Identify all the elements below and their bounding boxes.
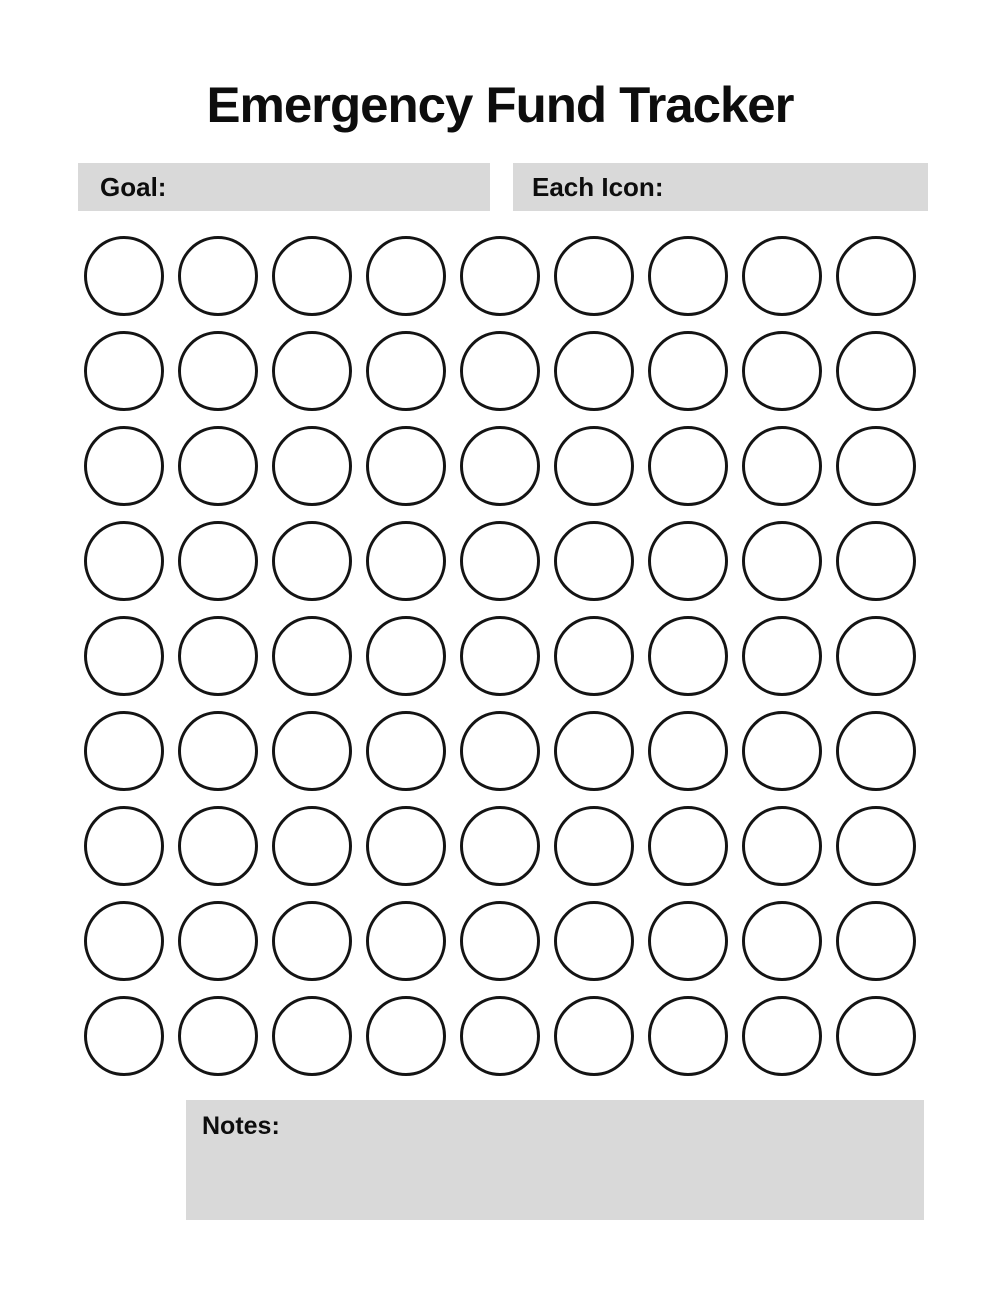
- tracker-circle[interactable]: [648, 616, 728, 696]
- tracker-circle-grid: [84, 236, 916, 1076]
- tracker-circle[interactable]: [272, 331, 352, 411]
- tracker-circle[interactable]: [460, 236, 540, 316]
- tracker-circle[interactable]: [272, 236, 352, 316]
- tracker-circle[interactable]: [178, 996, 258, 1076]
- tracker-circle[interactable]: [554, 236, 634, 316]
- notes-label: Notes:: [202, 1112, 280, 1140]
- tracker-circle[interactable]: [836, 616, 916, 696]
- tracker-circle[interactable]: [366, 901, 446, 981]
- tracker-circle[interactable]: [460, 996, 540, 1076]
- tracker-circle[interactable]: [84, 616, 164, 696]
- tracker-circle[interactable]: [836, 901, 916, 981]
- notes-field[interactable]: [186, 1100, 924, 1220]
- tracker-circle[interactable]: [742, 331, 822, 411]
- tracker-circle[interactable]: [648, 996, 728, 1076]
- tracker-circle[interactable]: [836, 806, 916, 886]
- tracker-circle[interactable]: [460, 616, 540, 696]
- tracker-circle[interactable]: [742, 616, 822, 696]
- tracker-circle[interactable]: [178, 236, 258, 316]
- tracker-circle[interactable]: [84, 521, 164, 601]
- tracker-circle[interactable]: [366, 331, 446, 411]
- tracker-circle[interactable]: [84, 711, 164, 791]
- tracker-circle[interactable]: [84, 426, 164, 506]
- tracker-circle[interactable]: [178, 426, 258, 506]
- tracker-circle[interactable]: [836, 236, 916, 316]
- tracker-circle[interactable]: [178, 616, 258, 696]
- each-icon-field[interactable]: [513, 163, 928, 211]
- tracker-circle[interactable]: [272, 616, 352, 696]
- tracker-circle[interactable]: [554, 711, 634, 791]
- tracker-circle[interactable]: [272, 806, 352, 886]
- each-icon-label: Each Icon:: [532, 171, 664, 202]
- tracker-circle[interactable]: [366, 521, 446, 601]
- tracker-circle[interactable]: [460, 331, 540, 411]
- tracker-circle[interactable]: [836, 521, 916, 601]
- tracker-circle[interactable]: [84, 331, 164, 411]
- tracker-circle[interactable]: [366, 236, 446, 316]
- tracker-circle[interactable]: [648, 236, 728, 316]
- goal-field[interactable]: [78, 163, 490, 211]
- tracker-circle[interactable]: [178, 521, 258, 601]
- tracker-circle[interactable]: [366, 616, 446, 696]
- tracker-circle[interactable]: [84, 901, 164, 981]
- tracker-circle[interactable]: [836, 331, 916, 411]
- tracker-circle[interactable]: [460, 711, 540, 791]
- tracker-circle[interactable]: [742, 901, 822, 981]
- tracker-circle[interactable]: [648, 426, 728, 506]
- tracker-circle[interactable]: [648, 521, 728, 601]
- tracker-circle[interactable]: [460, 901, 540, 981]
- tracker-circle[interactable]: [554, 521, 634, 601]
- tracker-circle[interactable]: [84, 996, 164, 1076]
- tracker-circle[interactable]: [84, 236, 164, 316]
- tracker-circle[interactable]: [742, 426, 822, 506]
- tracker-circle[interactable]: [554, 901, 634, 981]
- tracker-circle[interactable]: [272, 901, 352, 981]
- tracker-circle[interactable]: [742, 236, 822, 316]
- tracker-circle[interactable]: [554, 806, 634, 886]
- tracker-circle[interactable]: [366, 426, 446, 506]
- tracker-circle[interactable]: [272, 996, 352, 1076]
- tracker-circle[interactable]: [178, 806, 258, 886]
- tracker-circle[interactable]: [648, 901, 728, 981]
- page-title: Emergency Fund Tracker: [206, 77, 794, 133]
- tracker-circle[interactable]: [460, 806, 540, 886]
- tracker-circle[interactable]: [742, 996, 822, 1076]
- tracker-circle[interactable]: [178, 711, 258, 791]
- tracker-circle[interactable]: [366, 711, 446, 791]
- tracker-circle[interactable]: [648, 806, 728, 886]
- tracker-circle[interactable]: [272, 711, 352, 791]
- tracker-circle[interactable]: [836, 711, 916, 791]
- tracker-circle[interactable]: [742, 806, 822, 886]
- tracker-circle[interactable]: [460, 426, 540, 506]
- tracker-circle[interactable]: [178, 331, 258, 411]
- tracker-circle[interactable]: [554, 996, 634, 1076]
- tracker-circle[interactable]: [178, 901, 258, 981]
- tracker-circle[interactable]: [554, 616, 634, 696]
- tracker-circle[interactable]: [648, 711, 728, 791]
- tracker-circle[interactable]: [836, 996, 916, 1076]
- tracker-circle[interactable]: [366, 996, 446, 1076]
- tracker-circle[interactable]: [554, 331, 634, 411]
- tracker-circle[interactable]: [460, 521, 540, 601]
- goal-label: Goal:: [100, 171, 167, 202]
- tracker-circle[interactable]: [742, 521, 822, 601]
- tracker-circle[interactable]: [272, 426, 352, 506]
- tracker-circle[interactable]: [84, 806, 164, 886]
- tracker-circle[interactable]: [272, 521, 352, 601]
- tracker-circle[interactable]: [742, 711, 822, 791]
- tracker-circle[interactable]: [554, 426, 634, 506]
- tracker-circle[interactable]: [648, 331, 728, 411]
- tracker-circle[interactable]: [836, 426, 916, 506]
- tracker-circle[interactable]: [366, 806, 446, 886]
